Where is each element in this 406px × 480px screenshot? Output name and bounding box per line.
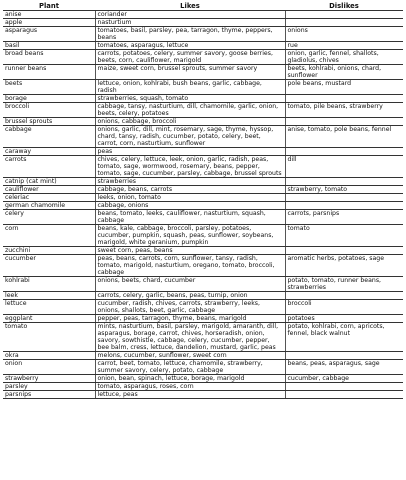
likes-cell: strawberries: [95, 178, 285, 186]
dislikes-cell: [285, 19, 403, 27]
plant-cell: runner beans: [3, 65, 95, 80]
table-row: [3, 383, 403, 391]
plant-cell: celeriac: [3, 194, 95, 202]
plant-cell: german chamomile: [3, 202, 95, 210]
table-row: [3, 50, 403, 65]
plant-cell: tomato: [3, 323, 95, 352]
header-plant: Plant: [3, 2, 95, 11]
dislikes-cell: [285, 352, 403, 360]
dislikes-cell: rue: [285, 42, 403, 50]
plant-cell: apple: [3, 19, 95, 27]
dislikes-cell: potato, tomato, runner beans, strawberries: [285, 277, 403, 292]
dislikes-cell: [285, 194, 403, 202]
dislikes-cell: [285, 178, 403, 186]
likes-cell: onions, cabbage, broccoli: [95, 118, 285, 126]
table-row: [3, 315, 403, 323]
likes-cell: peas: [95, 148, 285, 156]
plant-cell: caraway: [3, 148, 95, 156]
plant-cell: okra: [3, 352, 95, 360]
dislikes-cell: beans, peas, asparagus, sage: [285, 360, 403, 375]
dislikes-cell: potatoes: [285, 315, 403, 323]
plant-cell: zucchini: [3, 247, 95, 255]
plant-cell: cabbage: [3, 126, 95, 148]
likes-cell: tomato, asparagus, roses, corn: [95, 383, 285, 391]
table-row: [3, 19, 403, 27]
dislikes-cell: [285, 202, 403, 210]
likes-cell: strawberries, squash, tomato: [95, 95, 285, 103]
table-row: [3, 202, 403, 210]
dislikes-cell: [285, 383, 403, 391]
dislikes-cell: onion, garlic, fennel, shallots, gladiolus, chives: [285, 50, 403, 65]
header-likes: Likes: [95, 2, 285, 11]
plant-cell: leek: [3, 292, 95, 300]
likes-cell: onion, bean, spinach, lettuce, borage, marigold: [95, 375, 285, 383]
dislikes-cell: [285, 292, 403, 300]
plant-cell: basil: [3, 42, 95, 50]
likes-cell: cabbage, beans, carrots: [95, 186, 285, 194]
plant-cell: strawberry: [3, 375, 95, 383]
table-row: [3, 210, 403, 225]
plant-cell: onion: [3, 360, 95, 375]
plant-cell: broad beans: [3, 50, 95, 65]
likes-cell: carrots, potatoes, celery, summer savory, goose berries, beets, corn, cauliflower, marigold: [95, 50, 285, 65]
table-body: [3, 11, 403, 399]
likes-cell: sweet corn, peas, beans: [95, 247, 285, 255]
table-row: [3, 247, 403, 255]
plant-cell: cucumber: [3, 255, 95, 277]
dislikes-cell: carrots, parsnips: [285, 210, 403, 225]
likes-cell: cabbage, onions: [95, 202, 285, 210]
table-row: [3, 292, 403, 300]
table-row: [3, 80, 403, 95]
table-row: [3, 323, 403, 352]
table-row: [3, 27, 403, 42]
likes-cell: maize, sweet corn, brussel sprouts, summer savory: [95, 65, 285, 80]
plant-cell: asparagus: [3, 27, 95, 42]
likes-cell: tomatoes, asparagus, lettuce: [95, 42, 285, 50]
table-row: [3, 300, 403, 315]
dislikes-cell: [285, 11, 403, 19]
plant-cell: corn: [3, 225, 95, 247]
dislikes-cell: potato, kohlrabi, corn, apricots, fennel, black walnut: [285, 323, 403, 352]
dislikes-cell: cucumber, cabbage: [285, 375, 403, 383]
table-row: [3, 11, 403, 19]
likes-cell: mints, nasturtium, basil, parsley, marigold, amaranth, dill, asparagus, borage, carrot, chives, horseradish, onion, savory, sowthistle, cabbage, celery, cucumber, pepper, bee balm, cress, lettuce, dandelion, mustard, garlic, peas: [95, 323, 285, 352]
table-row: [3, 148, 403, 156]
plant-cell: cauliflower: [3, 186, 95, 194]
dislikes-cell: pole beans, mustard: [285, 80, 403, 95]
table-row: [3, 65, 403, 80]
plant-cell: beets: [3, 80, 95, 95]
dislikes-cell: broccoli: [285, 300, 403, 315]
likes-cell: beans, kale, cabbage, broccoli, parsley, potatoes, cucumber, pumpkin, squash, peas, sunflower, soybeans, marigold, white geranium, pumpkin: [95, 225, 285, 247]
plant-cell: catnip (cat mint): [3, 178, 95, 186]
table-row: [3, 126, 403, 148]
plant-cell: borage: [3, 95, 95, 103]
table-row: [3, 42, 403, 50]
dislikes-cell: dill: [285, 156, 403, 178]
table-row: [3, 255, 403, 277]
dislikes-cell: [285, 247, 403, 255]
likes-cell: lettuce, onion, kohlrabi, bush beans, garlic, cabbage, radish: [95, 80, 285, 95]
plant-cell: parsley: [3, 383, 95, 391]
plant-cell: brussel sprouts: [3, 118, 95, 126]
table-row: [3, 186, 403, 194]
table-row: [3, 277, 403, 292]
dislikes-cell: anise, tomato, pole beans, fennel: [285, 126, 403, 148]
table-row: [3, 391, 403, 399]
dislikes-cell: onions: [285, 27, 403, 42]
companion-planting-table: [3, 2, 403, 399]
plant-cell: kohlrabi: [3, 277, 95, 292]
table-row: [3, 194, 403, 202]
plant-cell: broccoli: [3, 103, 95, 118]
table-row: [3, 225, 403, 247]
table-row: [3, 95, 403, 103]
likes-cell: nasturtium: [95, 19, 285, 27]
table-row: [3, 178, 403, 186]
dislikes-cell: [285, 391, 403, 399]
likes-cell: cabbage, tansy, nasturtium, dill, chamomile, garlic, onion, beets, celery, potatoes: [95, 103, 285, 118]
plant-cell: lettuce: [3, 300, 95, 315]
likes-cell: beans, tomato, leeks, cauliflower, nasturtium, squash, cabbage: [95, 210, 285, 225]
plant-cell: eggplant: [3, 315, 95, 323]
header-dislikes: Dislikes: [285, 2, 403, 11]
likes-cell: leeks, onion, tomato: [95, 194, 285, 202]
likes-cell: chives, celery, lettuce, leek, onion, garlic, radish, peas, tomato, sage, wormwood, rosemary, beans, pepper, tomato, sage, cucumber, parsley, cabbage, brussel sprouts: [95, 156, 285, 178]
likes-cell: peas, beans, carrots, corn, sunflower, tansy, radish, tomato, marigold, nasturtium, oregano, tomato, broccoli, cabbage: [95, 255, 285, 277]
dislikes-cell: aromatic herbs, potatoes, sage: [285, 255, 403, 277]
table-header-row: [3, 2, 403, 11]
plant-cell: carrots: [3, 156, 95, 178]
table-row: [3, 118, 403, 126]
dislikes-cell: strawberry, tomato: [285, 186, 403, 194]
table-row: [3, 352, 403, 360]
likes-cell: tomatoes, basil, parsley, pea, tarragon, thyme, peppers, beans: [95, 27, 285, 42]
dislikes-cell: [285, 118, 403, 126]
likes-cell: onions, beets, chard, cucumber: [95, 277, 285, 292]
likes-cell: carrot, beet, tomato, lettuce, chamomile, strawberry, summer savory, celery, potato, cabbage: [95, 360, 285, 375]
dislikes-cell: [285, 148, 403, 156]
likes-cell: melons, cucumber, sunflower, sweet corn: [95, 352, 285, 360]
dislikes-cell: tomato: [285, 225, 403, 247]
table-row: [3, 375, 403, 383]
plant-cell: celery: [3, 210, 95, 225]
likes-cell: lettuce, peas: [95, 391, 285, 399]
plant-cell: anise: [3, 11, 95, 19]
dislikes-cell: [285, 95, 403, 103]
likes-cell: cucumber, radish, chives, carrots, strawberry, leeks, onions, shallots, beet, garlic, cabbage: [95, 300, 285, 315]
table-row: [3, 156, 403, 178]
likes-cell: pepper, peas, tarragon, thyme, beans, marigold: [95, 315, 285, 323]
plant-cell: parsnips: [3, 391, 95, 399]
dislikes-cell: beets, kohlrabi, onions, chard, sunflower: [285, 65, 403, 80]
table-row: [3, 103, 403, 118]
likes-cell: coriander: [95, 11, 285, 19]
likes-cell: carrots, celery, garlic, beans, peas, turnip, onion: [95, 292, 285, 300]
dislikes-cell: tomato, pile beans, strawberry: [285, 103, 403, 118]
table-row: [3, 360, 403, 375]
likes-cell: onions, garlic, dill, mint, rosemary, sage, thyme, hyssop, chard, tansy, radish, cucumber, potato, celery, beet, carrot, corn, nasturtium, sunflower: [95, 126, 285, 148]
